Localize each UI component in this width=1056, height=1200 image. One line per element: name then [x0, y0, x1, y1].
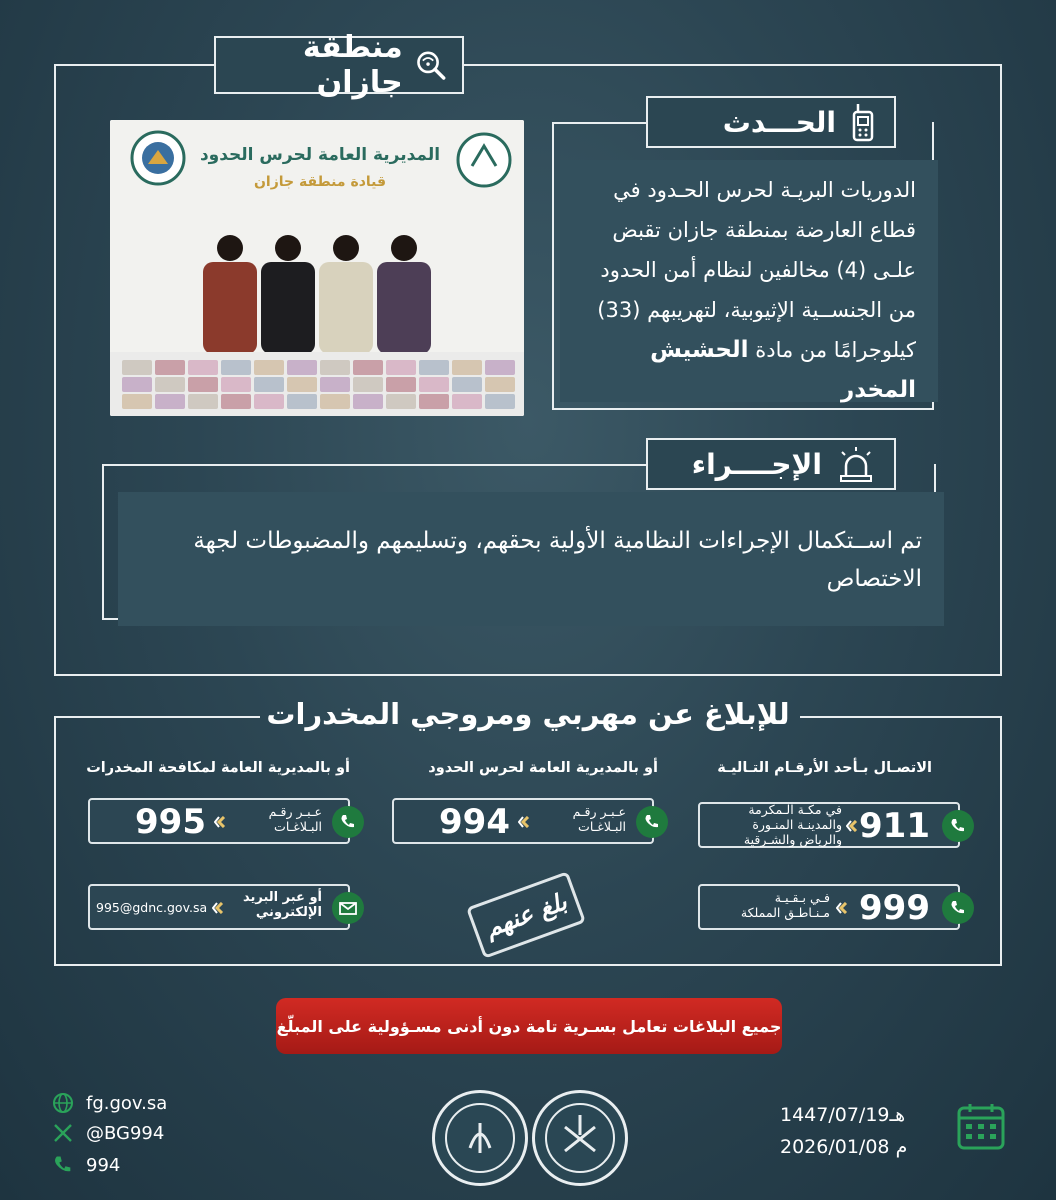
- person-head: [217, 235, 243, 261]
- drug-package: [254, 360, 284, 375]
- drug-package: [320, 377, 350, 392]
- chevron-icon: [836, 902, 850, 914]
- person-shirt: [319, 262, 373, 354]
- region-tag: [214, 30, 464, 100]
- event-line-5: [582, 330, 916, 410]
- action-heading: الإجــــراء: [691, 447, 822, 481]
- email-label: أو عبر البريد الإلكتروني: [243, 890, 322, 920]
- column-head-1: الاتصـال بـأحد الأرقـام التـاليـة: [717, 760, 932, 776]
- chevron-icon: [846, 820, 860, 832]
- person-shirt: [377, 262, 431, 354]
- drug-package: [353, 377, 383, 392]
- website-text: fg.gov.sa: [86, 1092, 168, 1114]
- email-box[interactable]: [88, 884, 350, 930]
- event-line-5-text: كيلوجرامًا من مادة: [755, 338, 916, 362]
- number-999-label: فـي بـقـيـة مـنـاطـق المملكة: [740, 890, 830, 920]
- event-highlight: الحشيش المخدر: [650, 337, 916, 403]
- report-title: للإبلاغ عن مهربي ومروجي المخدرات: [266, 697, 790, 731]
- confidentiality-notice: جميع البلاغات تعامل بسـرية تامة دون أدنى مسـؤولية على المبلّغ: [276, 998, 782, 1054]
- drug-package: [254, 394, 284, 409]
- number-994-label: عـبـر رقـم البـلاغـات: [572, 804, 626, 834]
- drug-package: [254, 377, 284, 392]
- phone-icon: [332, 806, 364, 838]
- number-box-911[interactable]: [698, 802, 960, 848]
- report-stamp: بلغ عنهم: [466, 871, 586, 959]
- drug-package: [188, 377, 218, 392]
- action-panel: [118, 492, 944, 626]
- person-shirt: [261, 262, 315, 354]
- ministry-seal: [532, 1090, 628, 1186]
- drug-package: [122, 360, 152, 375]
- event-line-1: الدوريات البريـة لحرس الحـدود في: [613, 178, 916, 202]
- drug-package: [419, 360, 449, 375]
- person-head: [333, 235, 359, 261]
- drug-package: [122, 394, 152, 409]
- drug-package: [386, 360, 416, 375]
- person-head: [275, 235, 301, 261]
- x-logo-icon: [52, 1122, 74, 1144]
- drug-package: [353, 394, 383, 409]
- drug-package: [221, 394, 251, 409]
- number-995-label: عـبـر رقـم البـلاغـات: [268, 804, 322, 834]
- drug-package: [155, 394, 185, 409]
- drug-package: [452, 360, 482, 375]
- drug-package: [485, 360, 515, 375]
- drug-package: [287, 360, 317, 375]
- drug-package: [452, 377, 482, 392]
- number-box-999[interactable]: [698, 884, 960, 930]
- border-guard-seal: [432, 1090, 528, 1186]
- event-panel: [560, 160, 938, 402]
- globe-icon: [52, 1092, 74, 1114]
- phone-contact[interactable]: [52, 1154, 120, 1176]
- drug-package: [155, 360, 185, 375]
- event-line-4: من الجنســية الإثيوبية، لتهريبهم (33): [597, 298, 916, 322]
- event-heading: الحـــدث: [722, 105, 836, 139]
- website-link[interactable]: [52, 1092, 167, 1114]
- chevron-icon: [212, 902, 226, 914]
- phone-icon: [52, 1154, 74, 1176]
- drug-package: [122, 377, 152, 392]
- number-box-995[interactable]: [88, 798, 350, 844]
- x-handle-text: @BG994: [86, 1122, 165, 1144]
- photo-banner-title: المديرية العامة لحرس الحدود: [199, 145, 441, 165]
- drug-package: [188, 394, 218, 409]
- chevron-icon: [214, 816, 228, 828]
- number-999: 999: [859, 888, 930, 928]
- column-head-2: أو بالمديرية العامة لحرس الحدود: [428, 760, 658, 776]
- drug-package: [320, 360, 350, 375]
- region-title: منطقة جازان: [302, 30, 403, 100]
- column-head-3: أو بالمديرية العامة لمكافحة المخدرات: [86, 760, 350, 776]
- phone-icon: [942, 892, 974, 924]
- drug-package: [221, 360, 251, 375]
- action-panel-border-top: [102, 464, 648, 466]
- drug-package: [353, 360, 383, 375]
- photo-banner-subtitle: قيادة منطقة جازان: [253, 174, 387, 190]
- number-995: 995: [135, 802, 206, 842]
- gregorian-date: 2026/01/08 م: [780, 1136, 908, 1158]
- phone-icon: [636, 806, 668, 838]
- x-account-link[interactable]: [52, 1122, 164, 1144]
- email-address[interactable]: 995@gdnc.gov.sa: [96, 900, 208, 915]
- chevron-icon: [518, 816, 532, 828]
- drug-package: [287, 377, 317, 392]
- envelope-icon: [332, 892, 364, 924]
- event-panel-border-top: [552, 122, 648, 124]
- number-994: 994: [439, 802, 510, 842]
- number-911: 911: [859, 806, 930, 846]
- drug-package: [287, 394, 317, 409]
- search-region-icon: [415, 47, 446, 83]
- seizure-photo-illustration: [110, 120, 524, 416]
- drug-package: [320, 394, 350, 409]
- drug-package: [188, 360, 218, 375]
- hijri-date: 1447/07/19هـ: [780, 1104, 906, 1126]
- drug-package: [419, 377, 449, 392]
- person-shirt: [203, 262, 257, 354]
- action-text: تم اســتكمال الإجراءات النظامية الأولية بحقهم، وتسليمهم والمضبوطات لجهة الاختصاص: [193, 528, 922, 592]
- drug-package: [485, 394, 515, 409]
- drug-package: [155, 377, 185, 392]
- drug-package: [386, 377, 416, 392]
- phone-text: 994: [86, 1154, 121, 1176]
- phone-icon: [942, 810, 974, 842]
- event-line-2: قطاع العارضة بمنطقة جازان تقبض: [612, 218, 916, 242]
- number-911-label: في مكـة الـمكرمة والمدينـة المنـورة والرياض والشـرقية: [743, 802, 842, 847]
- drug-package: [452, 394, 482, 409]
- drug-package: [221, 377, 251, 392]
- drug-package: [485, 377, 515, 392]
- drug-package: [386, 394, 416, 409]
- seizure-photo: [110, 120, 524, 416]
- calendar-icon: [956, 1102, 1006, 1150]
- person-head: [391, 235, 417, 261]
- number-box-994[interactable]: [392, 798, 654, 844]
- drug-package: [419, 394, 449, 409]
- event-line-3: علـى (4) مخالفين لنظام أمن الحدود: [600, 258, 916, 282]
